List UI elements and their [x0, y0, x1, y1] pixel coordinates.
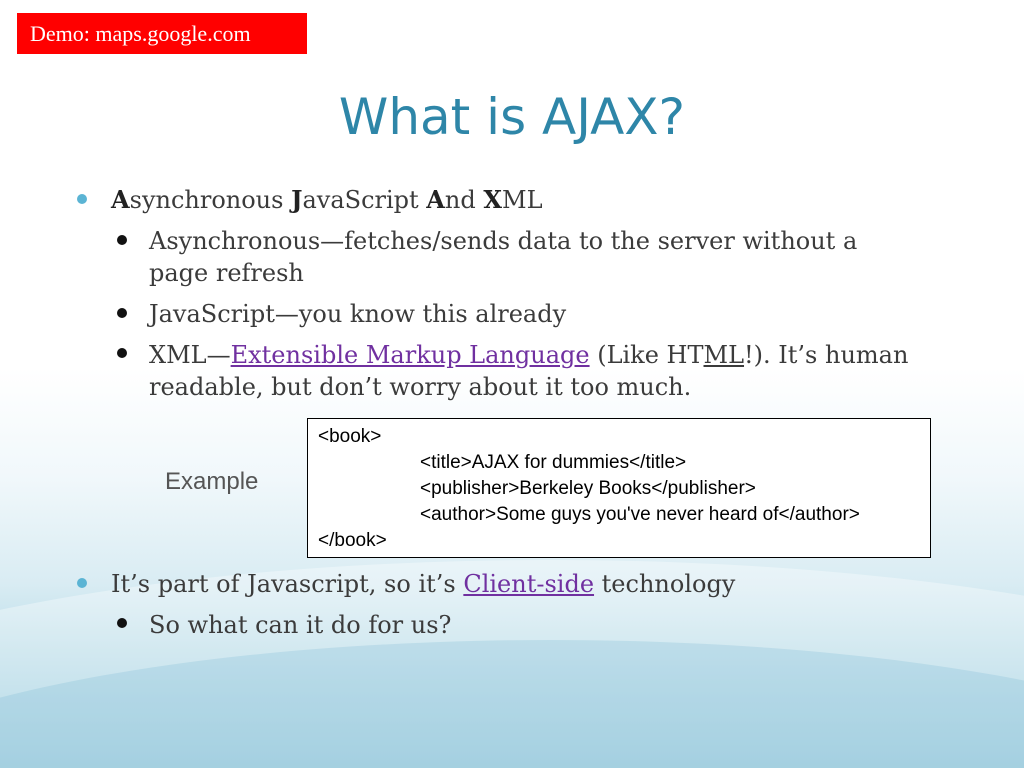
sub-bullet-dot — [117, 308, 127, 318]
demo-badge: Demo: maps.google.com — [17, 13, 307, 54]
sub-bullet-asynchronous: Asynchronous—fetches/sends data to the server without a page refresh — [149, 227, 858, 287]
client-side-link[interactable]: Client-side — [463, 570, 595, 598]
bullet-dot — [77, 194, 87, 204]
bullet-dot — [77, 578, 87, 588]
code-line: </book> — [318, 530, 387, 551]
bullet-ajax-acronym: Asynchronous JavaScript And XML — [111, 185, 543, 214]
xml-link[interactable]: Extensible Markup Language — [230, 341, 590, 369]
page-title: What is AJAX? — [338, 88, 686, 146]
bullet-client-side: It’s part of Javascript, so it’s Client-side technology — [111, 570, 736, 598]
sub-bullet-dot — [117, 348, 127, 358]
xml-code-example — [307, 418, 931, 558]
code-line: <title>AJAX for dummies</title> — [420, 452, 687, 473]
sub-bullet-what-can-it-do: So what can it do for us? — [149, 611, 452, 639]
sub-bullet-xml: XML—Extensible Markup Language (Like HTML!). It’s human readable, but don’t worry about it too much. — [149, 341, 909, 401]
code-line: <book> — [318, 426, 382, 447]
sub-bullet-dot — [117, 235, 127, 245]
sub-bullet-javascript: JavaScript—you know this already — [149, 300, 567, 328]
example-label: Example — [165, 468, 259, 495]
sub-bullet-dot — [117, 618, 127, 628]
code-line: <publisher>Berkeley Books</publisher> — [420, 478, 756, 499]
code-line: <author>Some guys you've never heard of</author> — [420, 504, 860, 525]
